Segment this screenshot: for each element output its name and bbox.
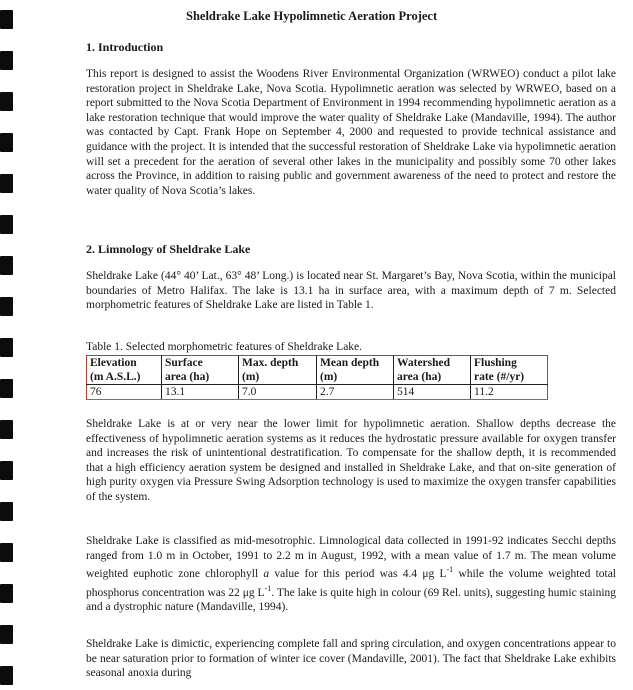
limnology-heading: 2. Limnology of Sheldrake Lake <box>86 242 251 256</box>
intro-heading: 1. Introduction <box>86 40 164 54</box>
binding-hole <box>0 543 13 562</box>
cell-mean-depth: 2.7 <box>317 385 394 400</box>
table-header-row <box>87 356 548 385</box>
limnology-paragraph-2: Sheldrake Lake is at or very near the lower limit for hypolimnetic aeration. Shallow depths decrease the effectiveness of hypolimnetic aeration systems as it reduces the hydrostatic pressure available for oxygen transfer and increases the risk of unintentional destratification. To compensate for the shallow depth, it is recommended that a high efficiency aeration system be designed and installed in Sheldrake Lake, and that on-site generation of high purity oxygen via Pressure Swing Adsorption technology is used to maximize the oxygen transfer capabilities of the system. <box>86 418 616 503</box>
cell-flushing-rate: 11.2 <box>471 385 548 400</box>
header-surface-area: Surface area (ha) <box>162 356 239 385</box>
binding-hole <box>0 256 13 275</box>
header-max-depth: Max. depth (m) <box>239 356 317 385</box>
cell-watershed-area: 514 <box>394 385 471 400</box>
spiral-binding <box>0 0 14 690</box>
binding-hole <box>0 297 13 316</box>
binding-hole <box>0 420 13 439</box>
limnology-paragraph-3: Sheldrake Lake is classified as mid-mesotrophic. Limnological data collected in 1991-92 indicates Secchi depths ranged from 1.0 m in October, 1991 to 2.2 m in August, 1992, with a mean value of 1.7 m. The mean volume weighted euphotic zone chlorophyll a value for this period was 4.4 μg $L^{-1}$ while the volume weighted total phosphorus concentration was 22 μg $L^{-1}$. The lake is quite high in colour (69 Rel. units), suggesting humic staining and a dystrophic nature (Mandaville, 1994). <box>86 535 617 614</box>
binding-hole <box>0 502 13 521</box>
table-row <box>87 385 548 400</box>
binding-hole <box>0 584 13 603</box>
binding-hole <box>0 174 13 193</box>
cell-surface-area: 13.1 <box>162 385 239 400</box>
header-mean-depth: Mean depth (m) <box>317 356 394 385</box>
document-title: Sheldrake Lake Hypolimnetic Aeration Project <box>186 9 438 23</box>
binding-hole <box>0 92 13 111</box>
binding-hole <box>0 461 13 480</box>
header-elevation: Elevation (m A.S.L.) <box>87 356 162 385</box>
cell-elevation: 76 <box>87 385 162 400</box>
binding-hole <box>0 666 13 685</box>
header-watershed-area: Watershed area (ha) <box>394 356 471 385</box>
intro-paragraph: This report is designed to assist the Woodens River Environmental Organization (WRWEO) conduct a pilot lake restoration project in Sheldrake Lake, Nova Scotia. Hypolimnetic aeration was selected by WRWEO, based on a report submitted to the Nova Scotia Department of Environment in 1994 recommending hypolimnetic aeration as a lake restoration technique that would improve the water quality of Sheldrake Lake (Mandaville, 1994). The author was contacted by Capt. Frank Hope on September 4, 2000 and requested to provide technical assistance and guidance with the project. It is intended that the successful restoration of Sheldrake Lake via hypolimnetic aeration will set a precedent for the aeration of several other lakes in the municipality and possibly some 70 other lakes across the Province, in addition to raising public and government awareness of the need to protect and restore the water quality of Nova Scotia’s lakes. <box>86 68 616 197</box>
binding-hole <box>0 10 13 29</box>
binding-hole <box>0 215 13 234</box>
morphometric-table <box>86 355 548 400</box>
limnology-paragraph-4: Sheldrake Lake is dimictic, experiencing complete fall and spring circulation, and oxygen concentrations appear to be near saturation prior to formation of winter ice cover (Mandaville, 2001). The fact that Sheldrake Lake exhibits seasonal anoxia during <box>86 638 616 680</box>
limnology-paragraph-1: Sheldrake Lake (44° 40’ Lat., 63° 48’ Long.) is located near St. Margaret’s Bay, Nova Scotia, within the municipal boundaries of Metro Halifax. The lake is 13.1 ha in surface area, with a maximum depth of 7 m. Selected morphometric features of Sheldrake Lake are listed in Table 1. <box>86 270 616 312</box>
binding-hole <box>0 133 13 152</box>
binding-hole <box>0 51 13 70</box>
binding-hole <box>0 379 13 398</box>
table-caption: Table 1. Selected morphometric features of Sheldrake Lake. <box>86 341 363 353</box>
header-flushing-rate: Flushing rate (#/yr) <box>471 356 548 385</box>
cell-max-depth: 7.0 <box>239 385 317 400</box>
binding-hole <box>0 338 13 357</box>
binding-hole <box>0 625 13 644</box>
